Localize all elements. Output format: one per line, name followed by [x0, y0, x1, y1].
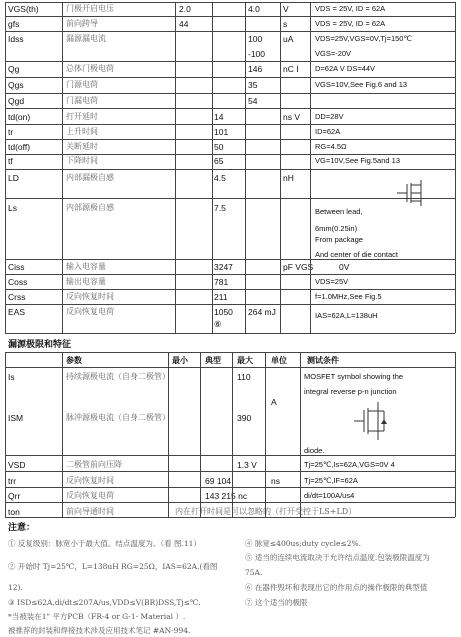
row-unit: uA	[283, 34, 294, 44]
table-column-rule	[455, 352, 456, 517]
table-column-rule	[62, 352, 63, 517]
row-symbol: gfs	[8, 19, 20, 29]
row-symbol: EAS	[8, 307, 26, 317]
row-symbol: Idss	[8, 34, 24, 44]
row-condition: VG=10V,See Fig.5and 13	[315, 156, 400, 165]
table-column-rule	[310, 2, 311, 333]
note-left: 被推荐的封装和焊接技术涉及应用技术笔记 #AN-994.	[8, 626, 191, 635]
row-condition: diode.	[304, 446, 325, 455]
row-condition: VDS=25V	[315, 277, 349, 286]
table-rule	[5, 16, 455, 17]
row-symbol: Ls	[8, 203, 17, 213]
row-max-value-2: -100	[248, 49, 266, 59]
row-typ-value: 781	[214, 277, 229, 287]
table-rule	[5, 169, 455, 170]
table-rule	[5, 154, 455, 155]
row-max-value: 146	[248, 64, 263, 74]
row-parameter-name: 反向恢复电荷	[66, 491, 114, 500]
row-typ-value: 50	[214, 142, 224, 152]
row-condition: D=62A V DS=44V	[315, 64, 376, 73]
table-rule	[5, 367, 455, 368]
table-column-rule	[455, 2, 456, 333]
notes-title: 注意：	[8, 523, 36, 533]
row-typ-value: 143 215 nc	[205, 491, 248, 501]
row-parameter-name: 反向恢复时间	[66, 292, 114, 301]
row-parameter-name: 持续源极电流（自身二极管）	[66, 372, 170, 381]
row-typ-value: 69 104	[205, 476, 231, 486]
table-column-rule	[245, 2, 246, 333]
row-condition-2: integral reverse p-n junction	[304, 387, 397, 396]
row-max-value: 1.3 V	[237, 460, 257, 470]
row-symbol: Crss	[8, 292, 26, 302]
table-rule	[5, 124, 455, 125]
table-rule	[5, 487, 455, 488]
row-parameter-name: 总体门极电荷	[66, 64, 114, 73]
table-rule	[5, 108, 455, 109]
row-typ-value: 1050	[214, 307, 233, 317]
row-condition: VGS=10V,See Fig.6 and 13	[315, 80, 408, 89]
row-symbol: ISM	[8, 413, 24, 423]
row-condition: f=1.0MHz,See Fig.5	[315, 292, 382, 301]
row-max-value: 110	[237, 372, 251, 382]
row-parameter-name: 内部漏极自感	[66, 173, 114, 182]
row-parameter-name: 反向恢复电荷	[66, 307, 114, 316]
row-unit: s	[283, 19, 288, 29]
row-symbol: VSD	[8, 460, 26, 470]
table-column-rule	[175, 2, 176, 333]
header-unit: 单位	[271, 355, 287, 365]
row-parameter-name: 下降时间	[66, 156, 98, 165]
row-condition-2: 6mm(0.25in)	[315, 224, 358, 233]
row-unit: V	[283, 4, 289, 14]
row-typ-value: 4.5	[214, 173, 226, 183]
row-unit: A	[271, 397, 277, 407]
note-left: ① 反复级别：脉宽小于最大值。结点温度为。（看 图.11）	[8, 539, 201, 548]
table-rule	[5, 139, 455, 140]
table-rule	[5, 289, 455, 290]
table-column-rule	[232, 352, 233, 517]
table-rule	[5, 274, 455, 275]
row-parameter-name: 反向恢复时间	[66, 476, 114, 485]
row-condition-4: And center of die contact	[315, 250, 398, 259]
table-rule	[5, 93, 455, 94]
row-typ-value: 14	[214, 112, 224, 122]
row-symbol: Qg	[8, 64, 20, 74]
table-column-rule	[280, 2, 281, 333]
row-unit: nC I	[283, 64, 299, 74]
row-symbol: trr	[8, 476, 17, 486]
header-min: 最小	[172, 355, 188, 365]
table-column-rule	[200, 352, 201, 517]
table-rule	[5, 77, 455, 78]
row-condition: di/dt=100A/us4	[304, 491, 355, 500]
table-rule	[5, 502, 455, 503]
table-column-rule	[168, 352, 169, 517]
row-symbol: ton	[8, 507, 20, 517]
row-unit: nH	[283, 173, 294, 183]
row-min-value: 2.0	[179, 4, 191, 14]
header-parameter: 参数	[66, 355, 82, 365]
table-column-rule	[5, 2, 6, 333]
note-left: ② 开始时 Tj=25℃，L=138uH RG=25Ω，IAS=62A.(看图	[8, 562, 218, 571]
row-max-value: 35	[248, 80, 258, 90]
row-parameter-name: 前向导通时间	[66, 507, 114, 516]
section-title: 漏源极限和特征	[8, 340, 72, 350]
row-parameter-name: 漏源漏电流	[66, 34, 106, 43]
table-rule	[5, 352, 455, 353]
row-typ-value: 65	[214, 156, 224, 166]
row-symbol: LD	[8, 173, 19, 183]
note-right: ⑤ 适当的连续电流取决于允许结点温度.包装极限温度为	[245, 553, 430, 562]
row-condition: DD=28V	[315, 112, 344, 121]
header-typ: 典型	[205, 355, 221, 365]
row-symbol: td(off)	[8, 142, 31, 152]
row-unit: pF VGS	[283, 262, 314, 272]
row-max-value: 100	[248, 34, 263, 44]
row-condition: MOSFET symbol showing the	[304, 372, 404, 381]
mosfet-symbol-icon	[393, 178, 431, 208]
row-condition: VDS=25V,VGS=0V,Tj=150℃	[315, 34, 412, 43]
row-condition: VDS = 25V, ID = 62A	[315, 4, 386, 13]
table-rule	[5, 31, 455, 32]
row-condition: ID=62A	[315, 127, 341, 136]
note-right: ⑦ 这个适当的极限	[245, 598, 308, 607]
table-column-rule	[5, 352, 6, 517]
row-max-value: 4.0	[248, 4, 260, 14]
row-unit: ns	[271, 476, 280, 486]
row-parameter-name: 上升时间	[66, 127, 98, 136]
note-right: ⑥ 在器件毁坏和表现出它的作用点的操作极限的典型值	[245, 583, 428, 592]
note-right: 75A.	[245, 568, 263, 577]
row-parameter-name: 二极管前向压降	[66, 460, 122, 469]
note-left: *当被装在1" 平方PCB（FR-4 or G-1- Material ）.	[8, 612, 186, 621]
row-condition-2: VGS=-20V	[315, 49, 352, 58]
table-column-rule	[212, 2, 213, 333]
row-parameter-name: 门极开启电压	[66, 4, 114, 13]
row-symbol: Ciss	[8, 262, 25, 272]
mosfet-symbol-icon	[350, 398, 390, 444]
row-typ-value: 7.5	[214, 203, 226, 213]
row-parameter-name: 前向跨导	[66, 19, 98, 28]
table-rule	[5, 333, 455, 334]
row-max-value: 54	[248, 96, 258, 106]
row-typ-value-2: ⑥	[214, 319, 222, 329]
row-symbol: Qgs	[8, 80, 24, 90]
row-max-value: 264 mJ	[248, 307, 276, 317]
table-column-rule	[62, 2, 63, 333]
note-left: 12).	[8, 583, 23, 592]
table-rule	[5, 304, 455, 305]
row-condition: 内在打开时间是可以忽略的（打开受控于LS+LD）	[175, 507, 357, 516]
row-parameter-name: 输出电容量	[66, 277, 106, 286]
row-symbol: Is	[8, 372, 15, 382]
row-parameter-name: 脉冲源极电流（自身二极管）	[66, 413, 170, 422]
row-typ-value: 3247	[214, 262, 233, 272]
row-parameter-name: 内部源极自感	[66, 203, 114, 212]
row-parameter-name: 门源电荷	[66, 80, 98, 89]
row-typ-value: 101	[214, 127, 229, 137]
table-column-rule	[265, 352, 266, 517]
row-parameter-name: 关断延时	[66, 142, 98, 151]
row-unit: ns V	[283, 112, 301, 122]
table-rule	[5, 198, 455, 199]
table-rule	[5, 2, 455, 3]
table-rule	[5, 61, 455, 62]
row-condition: VDS = 25V, ID = 62A	[315, 19, 386, 28]
header-condition: 测试条件	[307, 355, 339, 365]
row-unit-2: 0V	[339, 262, 350, 272]
row-parameter-name: 门漏电荷	[66, 96, 98, 105]
row-symbol: tf	[8, 156, 13, 166]
row-symbol: Coss	[8, 277, 28, 287]
note-left: ③ ISD≤62A,di/dt≤207A/us,VDD≤V(BR)DSS,Tj≤℃.	[8, 598, 201, 607]
row-symbol: Qrr	[8, 491, 21, 501]
row-typ-value: 211	[214, 292, 228, 302]
row-parameter-name: 输入电容量	[66, 262, 106, 271]
row-condition: Tj=25℃,IF=62A	[304, 476, 358, 485]
row-condition: IAS=62A,L=138uH	[315, 311, 378, 320]
row-parameter-name: 打开延时	[66, 112, 98, 121]
note-right: ④ 脉宽≤400us;duty cycle≤2%.	[245, 539, 361, 548]
row-max-value: 390	[237, 413, 252, 423]
table-rule	[5, 517, 455, 518]
row-condition: RG=4.5Ω	[315, 142, 347, 151]
row-condition: Tj=25℃,Is=62A,VGS=0V 4	[304, 460, 395, 469]
row-min-value: 44	[179, 19, 189, 29]
row-condition: Between lead,	[315, 207, 363, 216]
table-rule	[5, 455, 455, 456]
row-symbol: tr	[8, 127, 14, 137]
row-symbol: VGS(th)	[8, 4, 39, 14]
header-max: 最大	[237, 355, 253, 365]
row-symbol: Qgd	[8, 96, 25, 106]
table-column-rule	[300, 352, 301, 517]
table-rule	[5, 259, 455, 260]
table-rule	[5, 471, 455, 472]
row-condition-3: From package	[315, 235, 363, 244]
row-symbol: td(on)	[8, 112, 31, 122]
